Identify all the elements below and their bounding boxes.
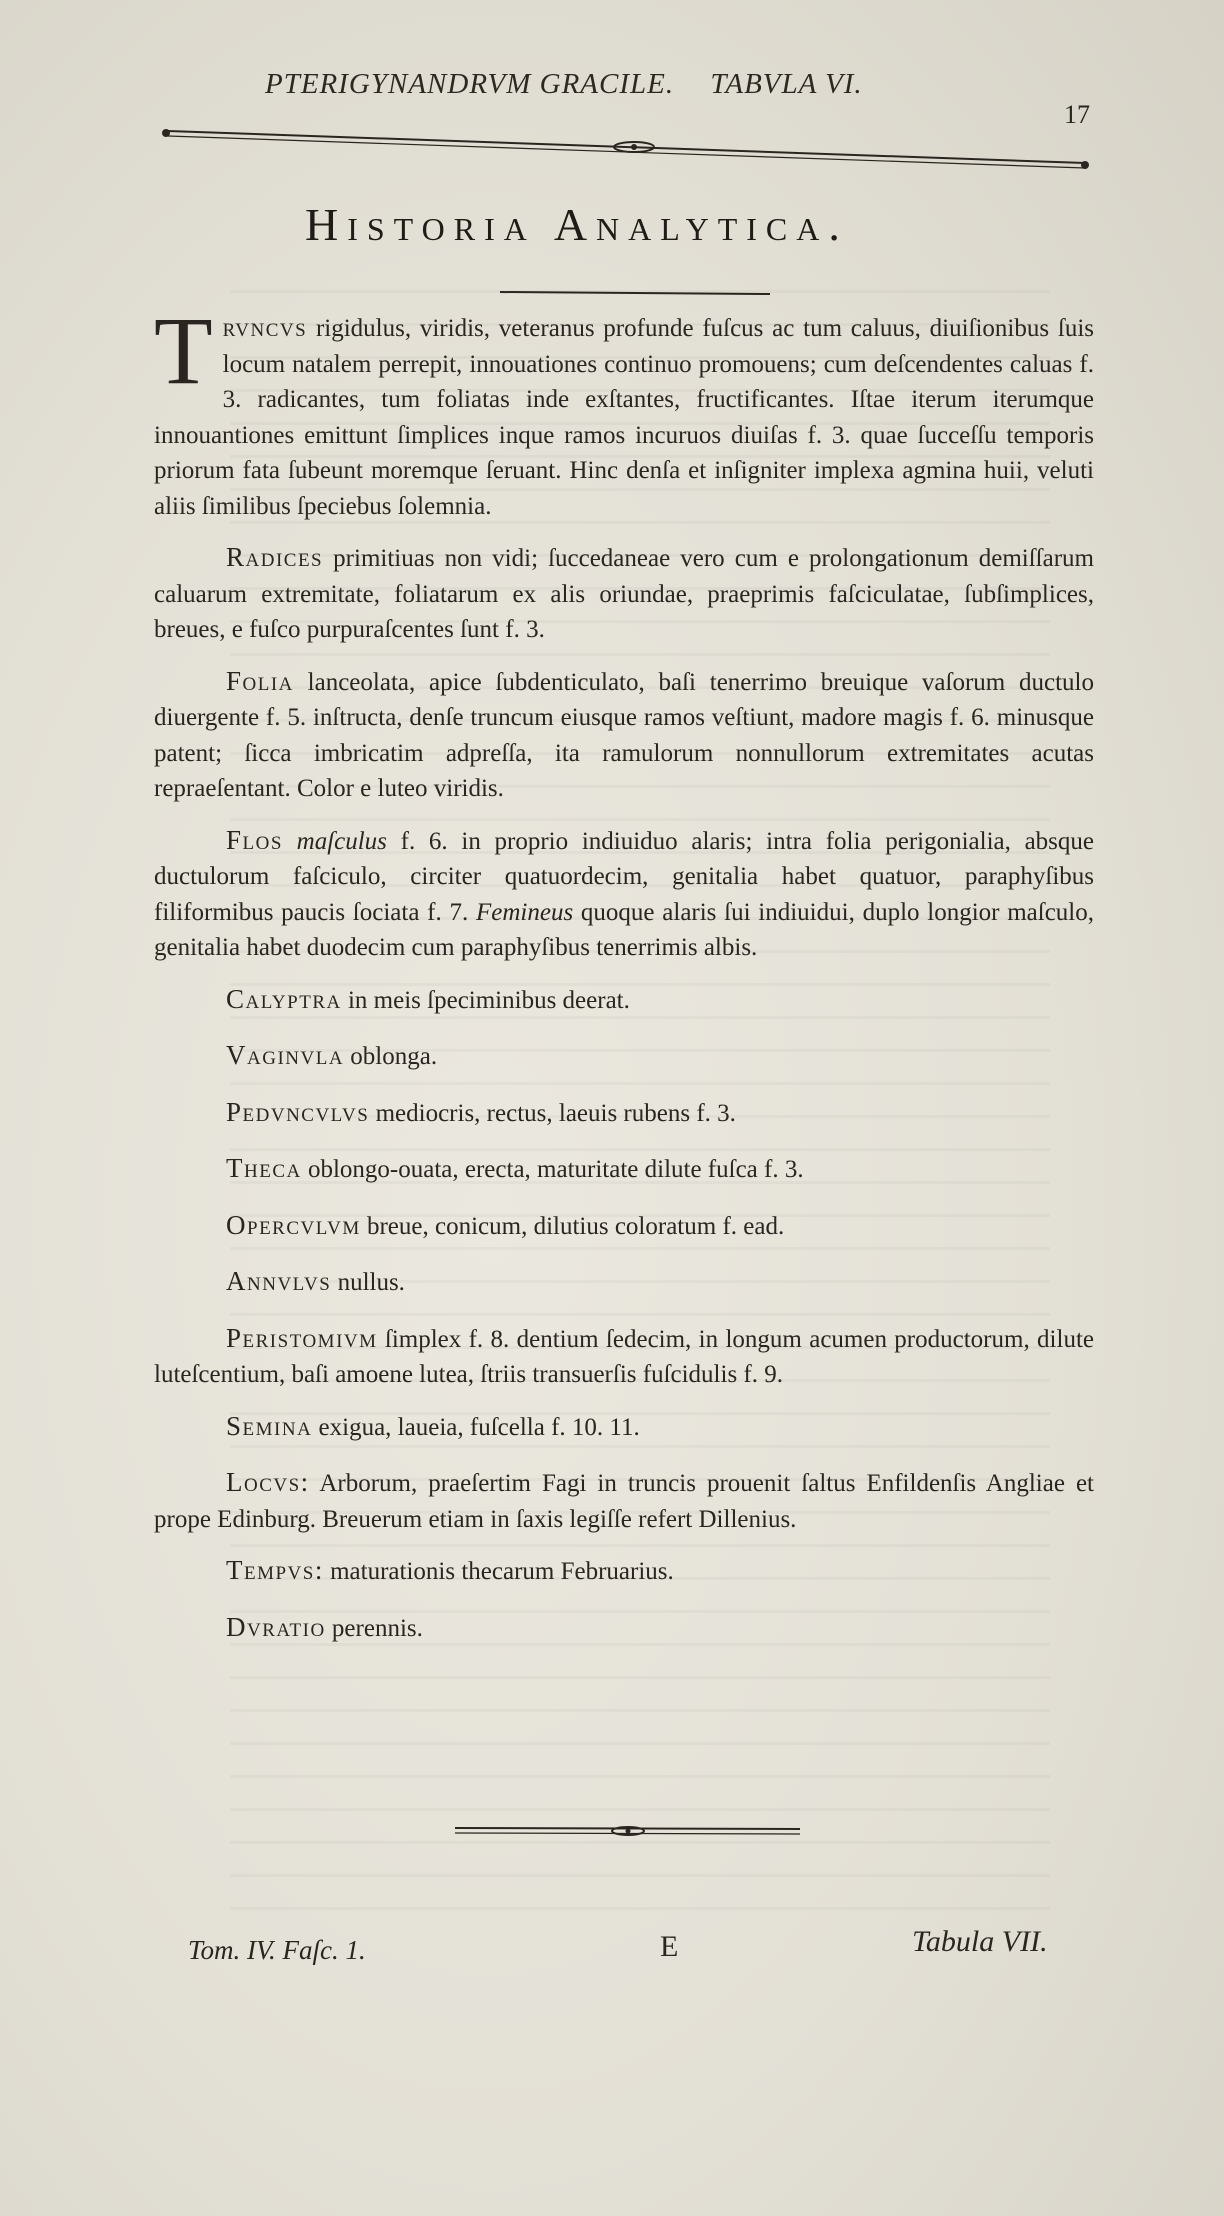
peristomium-text: ſimplex f. 8. dentium ſedecim, in longum acumen productorum, dilute luteſcentium, baſi amoene lutea, ſtriis transuerſis fuſcidulis f. 9. — [154, 1325, 1094, 1388]
volume-fascicle-note: Tom. IV. Faſc. 1. — [188, 1935, 366, 1965]
locus-text: Arborum, praeſertim Fagi in truncis prouenit ſaltus Enfildenſis Angliae et prope Edinburg. Breuerum etiam in ſaxis legiſſe refert Dillenius. — [154, 1470, 1094, 1533]
peristomium-lead: Peristomivm — [226, 1322, 378, 1353]
flos-text-2: quoque alaris ſui indiuidui, duplo longior maſculo, genitalia habet duodecim cum paraphyſibus tenerrimis albis. — [154, 898, 1094, 961]
catchword: Tabula VII. — [912, 1925, 1048, 1958]
folia-text: lanceolata, apice ſubdenticulato, baſi tenerrimo breuique vaſorum ductulo diuergente f. 5. inſtructa, denſe truncum eiusque ramos veſtiunt, madore magis f. 6. minusque patent; ſicca imbricatim adpreſſa, ita ramulorum nonnullorum extremitates acutas repraeſentant. Color e luteo viridis. — [154, 668, 1094, 802]
theca-text: oblongo-ouata, erecta, maturitate dilute fuſca f. 3. — [301, 1156, 804, 1183]
radices-text: primitiuas non vidi; ſuccedaneae vero cum e prolongationum demiſſarum caluarum extremitate, foliatarum ex alis oriundae, praeprimis faſciculatae, ſubſimplices, breues, e fuſco purpuraſcentes ſunt f. 3. — [154, 545, 1094, 643]
section-title: Historia Analytica. — [305, 199, 849, 250]
signature-mark: E — [660, 1930, 679, 1963]
pedunculus-text: mediocris, rectus, laeuis rubens f. 3. — [369, 1099, 736, 1127]
semina-text: exigua, laueia, fuſcella f. 10. 11. — [312, 1413, 640, 1441]
calyptra-text: in meis ſpeciminibus deerat. — [341, 986, 630, 1014]
operculum-lead: Opercvlvm — [226, 1209, 361, 1240]
semina-lead: Semina — [226, 1410, 313, 1441]
folia-lead: Folia — [226, 665, 294, 696]
masculus-word: maſculus — [296, 827, 387, 855]
theca-lead: Theca — [226, 1153, 302, 1183]
radices-lead: Radices — [226, 542, 324, 572]
annulus-text: nullus. — [331, 1269, 405, 1296]
locus-lead: Locvs: — [226, 1467, 310, 1497]
duratio-lead: Dvratio — [226, 1611, 326, 1642]
femineus-word: Femineus — [475, 898, 574, 926]
running-title: PTERIGYNANDRVM GRACILE. — [265, 68, 675, 100]
flos-lead: Flos — [226, 824, 283, 855]
vaginula-text: oblonga. — [344, 1043, 438, 1070]
table-label: TABVLA VI. — [710, 68, 863, 100]
intro-text: rigidulus, viridis, veteranus profunde fuſcus ac tum caluus, diuiſionibus ſuis locum natalem perrepit, innouationes continuo promouens; cum deſcendentes caluas f. 3. radicantes, tum foliatas inde exſtantes, fructificantes. Iſtae iterum iterumque innouantiones emittunt ſimplices inque ramos incuruos diuiſas f. 3. quae ſucceſſu temporis priorum fata ſubeunt moremque ſeruant. Hinc denſa et inſigniter implexa agmina huii, veluti aliis ſimilibus ſpeciebus ſolemnia. — [154, 315, 1094, 520]
calyptra-lead: Calyptra — [226, 983, 342, 1014]
duratio-text: perennis. — [325, 1614, 423, 1642]
drop-cap: T — [154, 297, 213, 404]
flos-text-1: f. 6. in proprio indiuiduo alaris; intra folia perigonialia, absque ductulorum faſciculo, circiter quatuordecim, genitalia habet quatuor, paraphyſibus filiformibus paucis ſociata f. 7. — [154, 827, 1095, 926]
intro-lead-word: rvncvs — [222, 312, 308, 342]
vaginula-lead: Vaginvla — [226, 1040, 345, 1070]
pedunculus-lead: Pedvncvlvs — [226, 1096, 370, 1127]
page-number: 17 — [1064, 100, 1090, 129]
operculum-text: breue, conicum, dilutius coloratum f. ead. — [360, 1212, 785, 1240]
annulus-lead: Annvlvs — [226, 1266, 332, 1296]
tempus-lead: Tempvs: — [226, 1555, 324, 1585]
tempus-text: maturationis thecarum Februarius. — [323, 1558, 674, 1585]
